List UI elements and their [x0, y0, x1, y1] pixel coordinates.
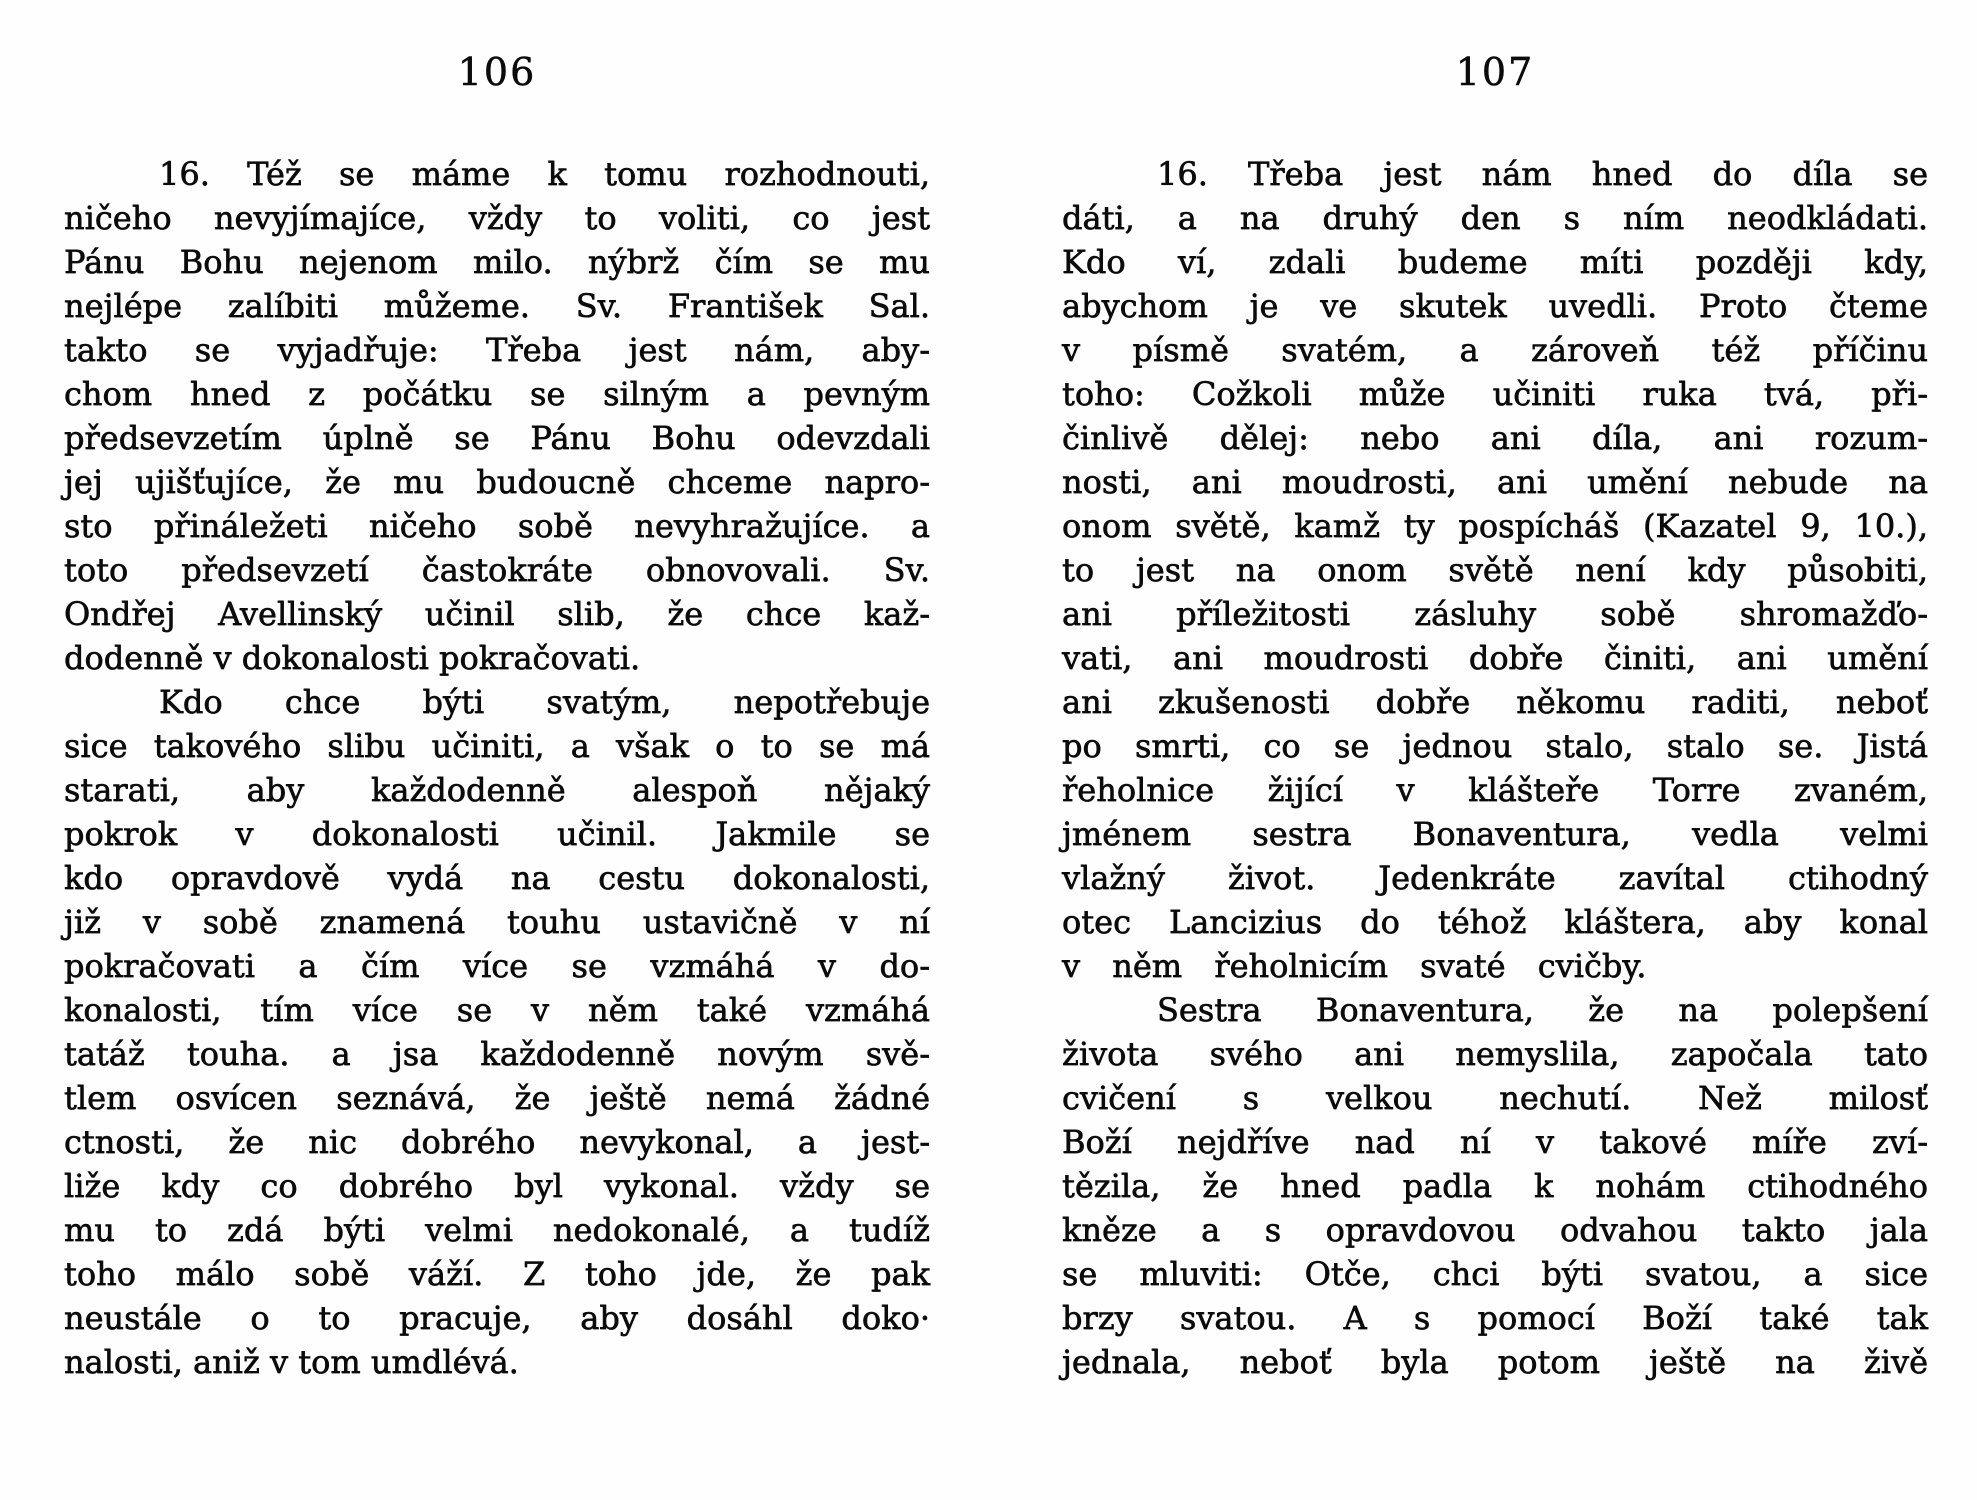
text-line: se mluviti: Otče, chci býti svatou, a sice — [1062, 1255, 1928, 1293]
page-left — [64, 50, 930, 1384]
text-line: Kdo chce býti svatým, nepotřebuje — [159, 683, 930, 721]
text-line: mu to zdá býti velmi nedokonalé, a tudíž — [64, 1211, 930, 1249]
text-line: v písmě svatém, a zároveň též příčinu — [1062, 331, 1928, 369]
text-line: v něm řeholnicím svaté cvičby. — [1062, 947, 1647, 985]
text-line: Kdo ví, zdali budeme míti později kdy, — [1062, 243, 1928, 281]
text-line: pokrok v dokonalosti učinil. Jakmile se — [64, 815, 930, 853]
text-line: onom světě, kamž ty pospícháš (Kazatel 9, 10.), — [1062, 507, 1928, 545]
text-line: Ondřej Avellinský učinil slib, že chce kaž- — [64, 595, 930, 633]
text-line: to jest na onom světě není kdy působiti, — [1062, 551, 1928, 589]
text-line: již v sobě znamená touhu ustavičně v ní — [64, 903, 930, 941]
text-line: Sestra Bonaventura, že na polepšení — [1157, 991, 1928, 1029]
text-line: starati, aby každodenně alespoň nějaký — [64, 771, 930, 809]
text-line: řeholnice žijící v klášteře Torre zvaném, — [1062, 771, 1928, 809]
text-line: toho málo sobě váží. Z toho jde, že pak — [64, 1255, 930, 1293]
text-line: abychom je ve skutek uvedli. Proto čteme — [1062, 287, 1928, 325]
text-line: otec Lancizius do téhož kláštera, aby konal — [1062, 903, 1928, 941]
text-line: po smrti, co se jednou stalo, stalo se. Jistá — [1062, 727, 1928, 765]
text-line: sice takového slibu učiniti, a však o to se má — [64, 727, 930, 765]
text-line: vlažný život. Jedenkráte zavítal ctihodný — [1062, 859, 1928, 897]
text-line: ani zkušenosti dobře někomu raditi, neboť — [1062, 683, 1928, 721]
text-line: neustále o to pracuje, aby dosáhl doko· — [64, 1299, 930, 1337]
text-line: konalosti, tím více se v něm také vzmáhá — [64, 991, 930, 1029]
text-line: toto předsevzetí častokráte obnovovali. Sv. — [64, 551, 930, 589]
text-line: Pánu Bohu nejenom milo. nýbrž čím se mu — [64, 243, 930, 281]
text-line: sto přináležeti ničeho sobě nevyhražujíce. a — [64, 507, 930, 545]
text-line: dáti, a na druhý den s ním neodkládati. — [1062, 199, 1928, 237]
page-number-left: 106 — [457, 50, 537, 94]
text-line: Boží nejdříve nad ní v takové míře zví- — [1062, 1123, 1928, 1161]
text-line: dodenně v dokonalosti pokračovati. — [64, 639, 641, 677]
text-line: ničeho nevyjímajíce, vždy to voliti, co jest — [64, 199, 930, 237]
text-line: tatáž touha. a jsa každodenně novým svě- — [64, 1035, 930, 1073]
text-line: liže kdy co dobrého byl vykonal. vždy se — [64, 1167, 930, 1205]
text-line: předsevzetím úplně se Pánu Bohu odevzdali — [64, 419, 930, 457]
page-number-right: 107 — [1455, 50, 1535, 94]
text-line: chom hned z počátku se silným a pevným — [64, 375, 930, 413]
text-line: jej ujišťujíce, že mu budoucně chceme napro- — [64, 463, 930, 501]
text-line: brzy svatou. A s pomocí Boží také tak — [1062, 1299, 1928, 1337]
text-line: toho: Cožkoli může učiniti ruka tvá, při- — [1062, 375, 1928, 413]
text-line: ani příležitosti zásluhy sobě shromažďo- — [1062, 595, 1928, 633]
text-line: tlem osvícen seznává, že ještě nemá žádné — [64, 1079, 930, 1117]
text-line: kdo opravdově vydá na cestu dokonalosti, — [64, 859, 930, 897]
text-line: činlivě dělej: nebo ani díla, ani rozum- — [1062, 419, 1928, 457]
text-line: vati, ani moudrosti dobře činiti, ani umění — [1062, 639, 1928, 677]
text-line: cvičení s velkou nechutí. Než milosť — [1062, 1079, 1928, 1117]
text-line: nejlépe zalíbiti můžeme. Sv. František Sal. — [64, 287, 930, 325]
text-line: pokračovati a čím více se vzmáhá v do- — [64, 947, 930, 985]
text-line: jménem sestra Bonaventura, vedla velmi — [1062, 815, 1928, 853]
text-line: tězila, že hned padla k nohám ctihodného — [1062, 1167, 1928, 1205]
text-line: 16. Též se máme k tomu rozhodnouti, — [159, 155, 930, 193]
text-line: kněze a s opravdovou odvahou takto jala — [1062, 1211, 1928, 1249]
page-right — [1062, 50, 1928, 1384]
text-line: takto se vyjadřuje: Třeba jest nám, aby- — [64, 331, 930, 369]
text-line: nosti, ani moudrosti, ani umění nebude na — [1062, 463, 1928, 501]
text-line: 16. Třeba jest nám hned do díla se — [1157, 155, 1928, 193]
text-line: nalosti, aniž v tom umdlévá. — [64, 1343, 519, 1381]
text-line: ctnosti, že nic dobrého nevykonal, a jest- — [64, 1123, 930, 1161]
text-line: jednala, neboť byla potom ještě na živě — [1062, 1343, 1928, 1381]
text-line: života svého ani nemyslila, započala tato — [1062, 1035, 1928, 1073]
